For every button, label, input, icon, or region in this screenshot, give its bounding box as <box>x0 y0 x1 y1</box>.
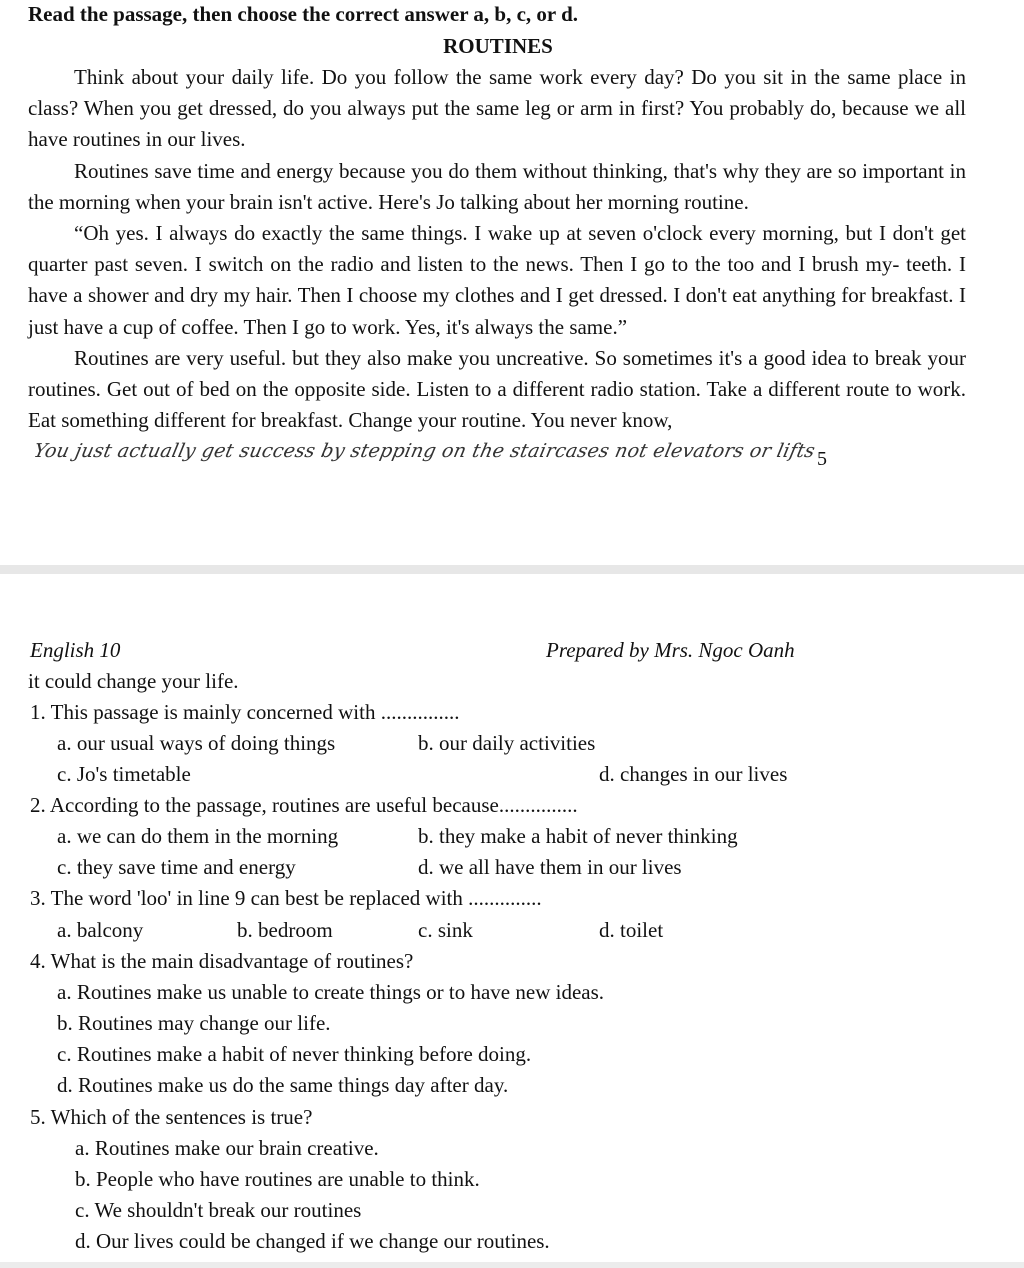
question-1-option-b: b. our daily activities <box>418 731 596 755</box>
question-1-option-a: a. our usual ways of doing things <box>57 731 336 755</box>
question-3-option-a: a. balcony <box>57 918 144 942</box>
question-5-option-b: b. People who have routines are unable to think. <box>75 1167 480 1191</box>
page-bottom-sheet <box>0 574 1024 1264</box>
question-3-text: 3. The word 'loo' in line 9 can best be replaced with <box>30 886 463 910</box>
page-separator <box>0 565 1024 574</box>
question-2-option-b: b. they make a habit of never thinking <box>418 824 738 848</box>
question-1-text: 1. This passage is mainly concerned with <box>30 700 376 724</box>
passage-title: ROUTINES <box>443 34 553 58</box>
question-5-option-a: a. Routines make our brain creative. <box>75 1136 379 1160</box>
question-5-option-c: c. We shouldn't break our routines <box>75 1198 362 1222</box>
question-5-stem: 5. Which of the sentences is true? <box>30 1105 313 1129</box>
question-3-stem <box>30 886 542 911</box>
question-2-option-a: a. we can do them in the morning <box>57 824 339 848</box>
question-1-blank: ............... <box>380 700 460 724</box>
question-3-option-b: b. bedroom <box>237 918 333 942</box>
question-2-option-c: c. they save time and energy <box>57 855 296 879</box>
question-4-option-a: a. Routines make us unable to create things or to have new ideas. <box>57 980 605 1004</box>
question-1-stem <box>30 700 459 725</box>
handwritten-motto: You just actually get success by stepping on the staircases not elevators or lifts <box>31 440 818 462</box>
question-5-option-d: d. Our lives could be changed if we change our routines. <box>75 1229 550 1253</box>
question-2-option-d: d. we all have them in our lives <box>418 855 682 879</box>
instruction: Read the passage, then choose the correct answer a, b, c, or d. <box>28 2 579 26</box>
question-3-option-d: d. toilet <box>599 918 664 942</box>
question-3-option-c: c. sink <box>418 918 473 942</box>
question-4-option-b: b. Routines may change our life. <box>57 1011 331 1035</box>
passage-continuation: it could change your life. <box>28 669 239 693</box>
question-2-text: 2. According to the passage, routines are useful because <box>30 793 499 817</box>
page-top <box>0 0 1024 565</box>
passage-paragraph-1: Think about your daily life. Do you follow the same work every day? Do you sit in the same place in class? When you get dressed, do you always put the same leg or arm in first? You probably do, because we all have routines in our lives. <box>28 65 966 152</box>
question-3-blank: .............. <box>468 886 542 910</box>
question-4-option-c: c. Routines make a habit of never thinking before doing. <box>57 1042 532 1066</box>
page-number: 5 <box>817 448 827 470</box>
header-author: Prepared by Mrs. Ngoc Oanh <box>546 638 795 662</box>
question-1-option-c: c. Jo's timetable <box>57 762 191 786</box>
passage-paragraph-2: Routines save time and energy because you do them without thinking, that's why they are so important in the morning when your brain isn't active. Here's Jo talking about her morning routine. <box>28 158 966 214</box>
question-4-option-d: d. Routines make us do the same things day after day. <box>57 1073 509 1097</box>
question-2-stem <box>30 793 578 818</box>
page-bottom-edge <box>0 1262 1024 1268</box>
passage-paragraph-3: “Oh yes. I always do exactly the same things. I wake up at seven o'clock every morning, but I don't get quarter past seven. I switch on the radio and listen to the news. Then I go to the too and I brush my- teeth. I have a shower and dry my hair. Then I choose my clothes and I get dressed. I don't eat anything for breakfast. I just have a cup of coffee. Then I go to work. Yes, it's always the same.” <box>28 221 966 339</box>
question-1-option-d: d. changes in our lives <box>599 762 788 786</box>
passage-paragraph-4: Routines are very useful. but they also make you uncreative. So sometimes it's a good idea to break your routines. Get out of bed on the opposite side. Listen to a different radio station. Take a different route to work. Eat something different for breakfast. Change your routine. You never know, <box>28 345 966 433</box>
passage-body <box>28 62 966 436</box>
header-subject: English 10 <box>30 638 121 662</box>
question-4-stem: 4. What is the main disadvantage of routines? <box>30 949 414 973</box>
question-2-blank: ............... <box>498 793 578 817</box>
